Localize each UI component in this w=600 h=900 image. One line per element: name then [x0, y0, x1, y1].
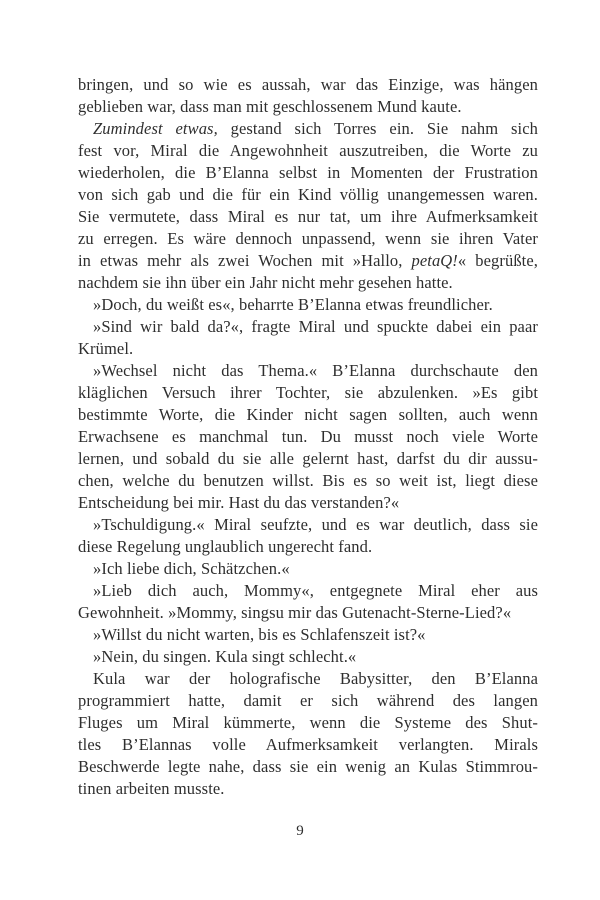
text-line — [78, 382, 538, 404]
text-segment: »Sind wir bald da?«, fragte Miral und spuckte dabei ein paar — [93, 317, 538, 336]
text-segment: tles B’Elannas volle Aufmerksamkeit verlangten. Mirals — [78, 735, 538, 754]
text-line — [78, 184, 538, 206]
text-segment: in etwas mehr als zwei Wochen mit »Hallo, — [78, 251, 412, 270]
text-segment: chen, welche du benutzen willst. Bis es so weit ist, liegt diese — [78, 471, 538, 490]
text-line — [78, 272, 538, 294]
text-segment: Entscheidung bei mir. Hast du das verstanden?« — [78, 493, 400, 512]
text-line — [78, 206, 538, 228]
text-segment: programmiert hatte, damit er sich während des langen — [78, 691, 538, 710]
text-segment: von sich gab und die für ein Kind völlig unangemessen waren. — [78, 185, 538, 204]
text-line — [78, 624, 538, 646]
text-line — [78, 492, 538, 514]
text-line — [78, 580, 538, 602]
text-line — [78, 96, 538, 118]
text-line — [78, 778, 538, 800]
text-segment: »Nein, du singen. Kula singt schlecht.« — [93, 647, 357, 666]
text-line — [78, 426, 538, 448]
text-segment: bestimmte Worte, die Kinder nicht sagen sollten, auch wenn — [78, 405, 538, 424]
text-segment: diese Regelung unglaublich ungerecht fand. — [78, 537, 373, 556]
text-line — [78, 602, 538, 624]
text-line — [78, 162, 538, 184]
text-segment: geblieben war, dass man mit geschlossenem Mund kaute. — [78, 97, 462, 116]
text-segment: »Tschuldigung.« Miral seufzte, und es war deutlich, dass sie — [93, 515, 538, 534]
text-line — [78, 316, 538, 338]
text-segment: Kula war der holografische Babysitter, den B’Elanna — [93, 669, 538, 688]
text-segment: »Willst du nicht warten, bis es Schlafenszeit ist?« — [93, 625, 426, 644]
text-segment: »Lieb dich auch, Mommy«, entgegnete Miral eher aus — [93, 581, 538, 600]
text-line — [78, 668, 538, 690]
text-line — [78, 470, 538, 492]
text-line — [78, 250, 538, 272]
text-line — [78, 118, 538, 140]
text-line — [78, 514, 538, 536]
text-line — [78, 690, 538, 712]
text-line — [78, 338, 538, 360]
text-segment: kläglichen Versuch ihrer Tochter, sie abzulenken. »Es gibt — [78, 383, 538, 402]
text-segment: »Ich liebe dich, Schätzchen.« — [93, 559, 290, 578]
text-segment: Fluges um Miral kümmerte, wenn die Systeme des Shut- — [78, 713, 538, 732]
italic-text-segment: Zumindest etwas, — [93, 119, 218, 138]
italic-text-segment: petaQ! — [411, 251, 458, 270]
page-number: 9 — [296, 823, 304, 839]
text-line — [78, 228, 538, 250]
text-segment: Erwachsene es manchmal tun. Du musst noch viele Worte — [78, 427, 538, 446]
text-segment: »Doch, du weißt es«, beharrte B’Elanna etwas freundlicher. — [93, 295, 493, 314]
text-segment: zu erregen. Es wäre dennoch unpassend, wenn sie ihren Vater — [78, 229, 538, 248]
text-line — [78, 404, 538, 426]
text-segment: lernen, und sobald du sie alle gelernt hast, darfst du dir aussu- — [78, 449, 538, 468]
text-segment: Beschwerde legte nahe, dass sie ein wenig an Kulas Stimmrou- — [78, 757, 538, 776]
text-segment: Krümel. — [78, 339, 134, 358]
text-segment: nachdem sie ihn über ein Jahr nicht mehr gesehen hatte. — [78, 273, 453, 292]
text-line — [78, 140, 538, 162]
text-segment: wiederholen, die B’Elanna selbst in Momenten der Frustration — [78, 163, 538, 182]
text-block — [78, 74, 538, 800]
text-segment: fest vor, Miral die Angewohnheit auszutreiben, die Worte zu — [78, 141, 538, 160]
text-line — [78, 712, 538, 734]
text-line — [78, 536, 538, 558]
text-line — [78, 646, 538, 668]
text-segment: »Wechsel nicht das Thema.« B’Elanna durchschaute den — [93, 361, 538, 380]
text-line — [78, 756, 538, 778]
text-segment: bringen, und so wie es aussah, war das Einzige, was hängen — [78, 75, 538, 94]
text-segment: Gewohnheit. »Mommy, singsu mir das Gutenacht-Sterne-Lied?« — [78, 603, 512, 622]
text-line — [78, 360, 538, 382]
text-segment: « begrüßte, — [457, 251, 538, 270]
text-line — [78, 448, 538, 470]
text-line — [78, 74, 538, 96]
text-segment: gestand sich Torres ein. Sie nahm sich — [217, 119, 538, 138]
text-segment: Sie vermutete, dass Miral es nur tat, um ihre Aufmerksamkeit — [78, 207, 538, 226]
text-line — [78, 734, 538, 756]
text-line — [78, 558, 538, 580]
text-line — [78, 294, 538, 316]
text-segment: tinen arbeiten musste. — [78, 779, 225, 798]
